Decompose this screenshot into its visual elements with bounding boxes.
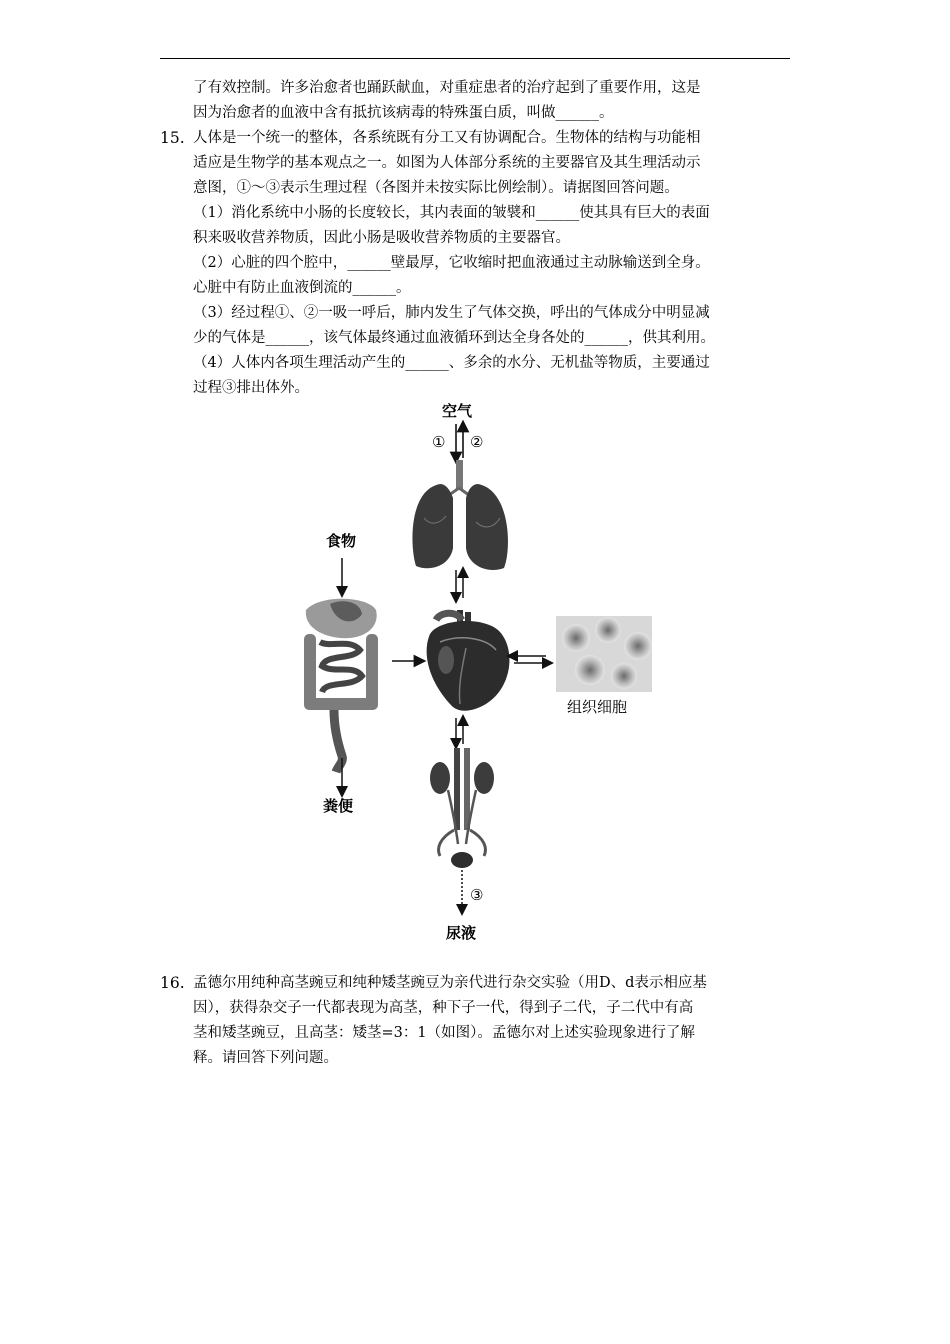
q15-sub2-line-1: （2）心脏的四个腔中，______壁最厚，它收缩时把血液通过主动脉输送到全身。 — [193, 255, 710, 271]
urine-label: 尿液 — [446, 924, 477, 942]
process-2-label: ② — [470, 433, 484, 451]
air-label: 空气 — [442, 402, 473, 420]
lungs-image — [412, 460, 508, 570]
q15-sub4-line-2: 过程③排出体外。 — [193, 380, 309, 396]
q16-stem-line-1: 孟德尔用纯种高茎豌豆和纯种矮茎豌豆为亲代进行杂交实验（用D、d表示相应基 — [193, 975, 707, 991]
q15-sub3-line-2: 少的气体是______，该气体最终通过血液循环到达全身各处的______，供其利用。 — [193, 330, 715, 346]
body-systems-figure — [290, 398, 660, 948]
q14-text-line-1: 了有效控制。许多治愈者也踊跃献血，对重症患者的治疗起到了重要作用，这是 — [193, 80, 701, 96]
q15-number: 15. — [160, 129, 185, 147]
q15-sub1-line-1: （1）消化系统中小肠的长度较长，其内表面的皱襞和______使其具有巨大的表面 — [193, 205, 710, 221]
q16-stem-line-4: 释。请回答下列问题。 — [193, 1050, 338, 1066]
process-3-label: ③ — [470, 886, 484, 904]
header-rule — [160, 58, 790, 59]
q15-sub3-line-1: （3）经过程①、②一吸一呼后，肺内发生了气体交换，呼出的气体成分中明显减 — [193, 305, 710, 321]
q15-stem-line-1: 人体是一个统一的整体，各系统既有分工又有协调配合。生物体的结构与功能相 — [193, 130, 701, 146]
process-1-label: ① — [432, 433, 446, 451]
q14-text-line-2: 因为治愈者的血液中含有抵抗该病毒的特殊蛋白质，叫做______。 — [193, 105, 614, 121]
q15-sub1-line-2: 积来吸收营养物质，因此小肠是吸收营养物质的主要器官。 — [193, 230, 570, 246]
food-label: 食物 — [326, 532, 357, 550]
q16-stem-line-2: 因），获得杂交子一代都表现为高茎，种下子一代，得到子二代，子二代中有高 — [193, 1000, 694, 1016]
tissue-cells-label: 组织细胞 — [567, 698, 628, 716]
urinary-system-image — [430, 748, 494, 868]
q15-stem-line-2: 适应是生物学的基本观点之一。如图为人体部分系统的主要器官及其生理活动示 — [193, 155, 701, 171]
q15-stem-line-3: 意图，①～③表示生理过程（各图并未按实际比例绘制）。请据图回答问题。 — [193, 180, 679, 196]
tissue-cells-image — [556, 616, 652, 692]
q16-number: 16. — [160, 974, 185, 992]
heart-image — [427, 610, 510, 711]
feces-label: 粪便 — [323, 797, 354, 815]
q15-sub4-line-1: （4）人体内各项生理活动产生的______、多余的水分、无机盐等物质，主要通过 — [193, 355, 710, 371]
q16-stem-line-3: 茎和矮茎豌豆，且高茎：矮茎=3：1（如图）。孟德尔对上述实验现象进行了解 — [193, 1025, 695, 1041]
q15-sub2-line-2: 心脏中有防止血液倒流的______。 — [193, 280, 411, 296]
digestive-system-image — [304, 599, 378, 772]
